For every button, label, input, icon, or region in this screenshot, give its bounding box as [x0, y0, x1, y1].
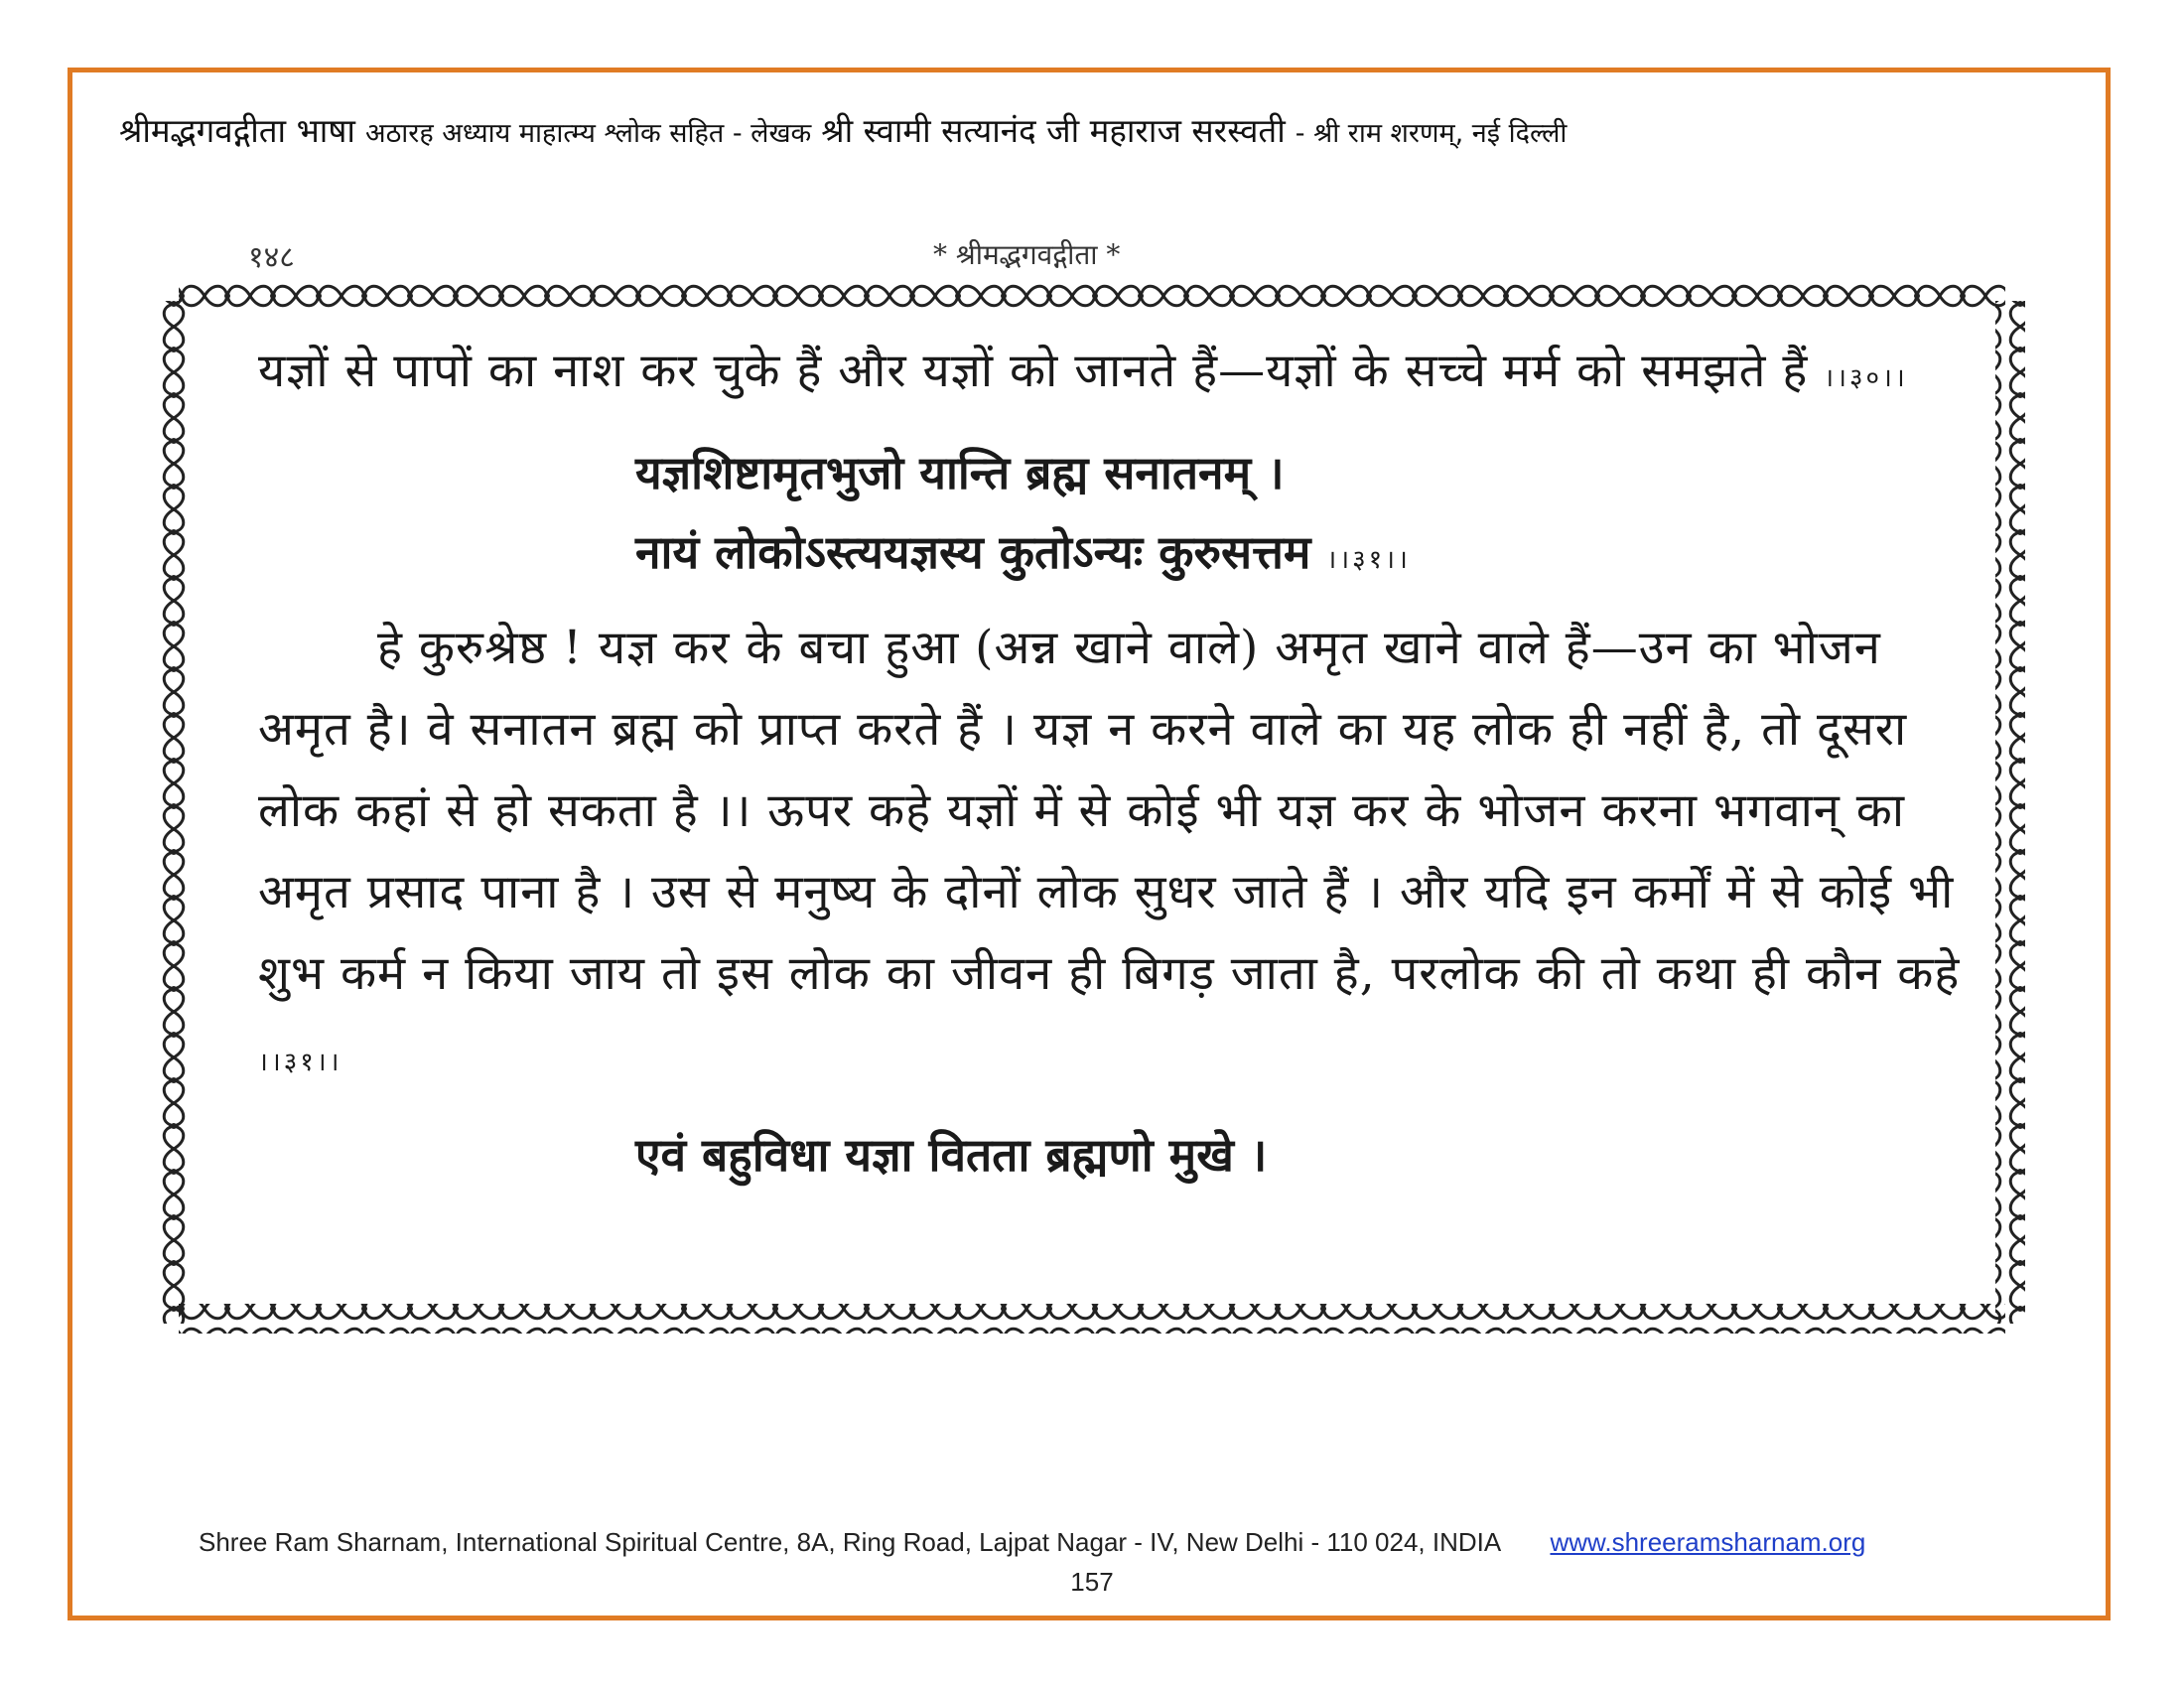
footer-address: Shree Ram Sharnam, International Spiritual Centre, 8A, Ring Road, Lajpat Nagar - IV, New Delhi - 110 024, INDIA: [199, 1527, 1502, 1557]
paragraph-30-text: यज्ञों से पापों का नाश कर चुके हैं और यज्ञों को जानते हैं—यज्ञों के सच्चे मर्म को समझते हैं: [258, 344, 1809, 398]
page-content: [258, 331, 1966, 1240]
verse-line-2: [258, 512, 1966, 600]
paragraph-31-text: हे कुरुश्रेष्ठ ! यज्ञ कर के बचा हुआ (अन्न खाने वाले) अमृत खाने वाले हैं—उन का भोजन अमृत है। वे सनातन ब्रह्म को प्राप्त करते हैं । यज्ञ न करने वाले का यह लोक ही नहीं है, तो दूसरा लोक कहां से हो सकता है ।। ऊपर कहे यज्ञों में से कोई भी यज्ञ कर के भोजन करना भगवान् का अमृत प्रसाद पाना है । उस से मनुष्य के दोनों लोक सुधर जाते हैं । और यदि इन कर्मों में से कोई भी शुभ कर्म न किया जाय तो इस लोक का जीवन ही बिगड़ जाता है, परलोक की तो कथा ही कौन कहे: [258, 621, 1961, 1001]
verse-number-30: ।।३०।।: [1824, 363, 1908, 393]
sanskrit-verse-31: [258, 433, 1966, 600]
closing-verse: एवं बहुविधा यज्ञा वितता ब्रह्मणो मुखे ।: [635, 1128, 1268, 1182]
header-subtitle: अठारह अध्याय माहात्म्य श्लोक सहित - लेखक: [364, 118, 812, 149]
verse-line-1: यज्ञशिष्टामृतभुजो यान्ति ब्रह्म सनातनम् ।: [635, 446, 1285, 499]
ornamental-border: [159, 281, 2025, 1353]
running-title: * श्रीमद्भगवद्गीता *: [933, 238, 1121, 271]
verse-line-2-text: नायं लोकोऽस्त्ययज्ञस्य कुतोऽन्यः कुरुसत्तम: [635, 525, 1311, 579]
paragraph-number-31: ।।३१।।: [258, 1048, 342, 1077]
header-publisher: - श्री राम शरणम्, नई दिल्ली: [1295, 118, 1568, 149]
verse-number-31: ।।३१।।: [1326, 545, 1411, 575]
book-page-number: १४८: [248, 240, 295, 275]
website-link[interactable]: www.shreeramsharnam.org: [1550, 1527, 1866, 1557]
footer: [199, 1527, 1985, 1558]
paragraph-30: [258, 331, 1966, 419]
scanned-page: [139, 233, 2045, 1365]
paragraph-31: [258, 608, 1966, 1103]
running-head: [139, 233, 2045, 277]
page-number: 157: [1070, 1567, 1114, 1597]
document-header: [119, 107, 2065, 167]
header-author: श्री स्वामी सत्यानंद जी महाराज सरस्वती: [821, 111, 1286, 150]
header-title: श्रीमद्भगवद्गीता भाषा: [119, 111, 355, 150]
